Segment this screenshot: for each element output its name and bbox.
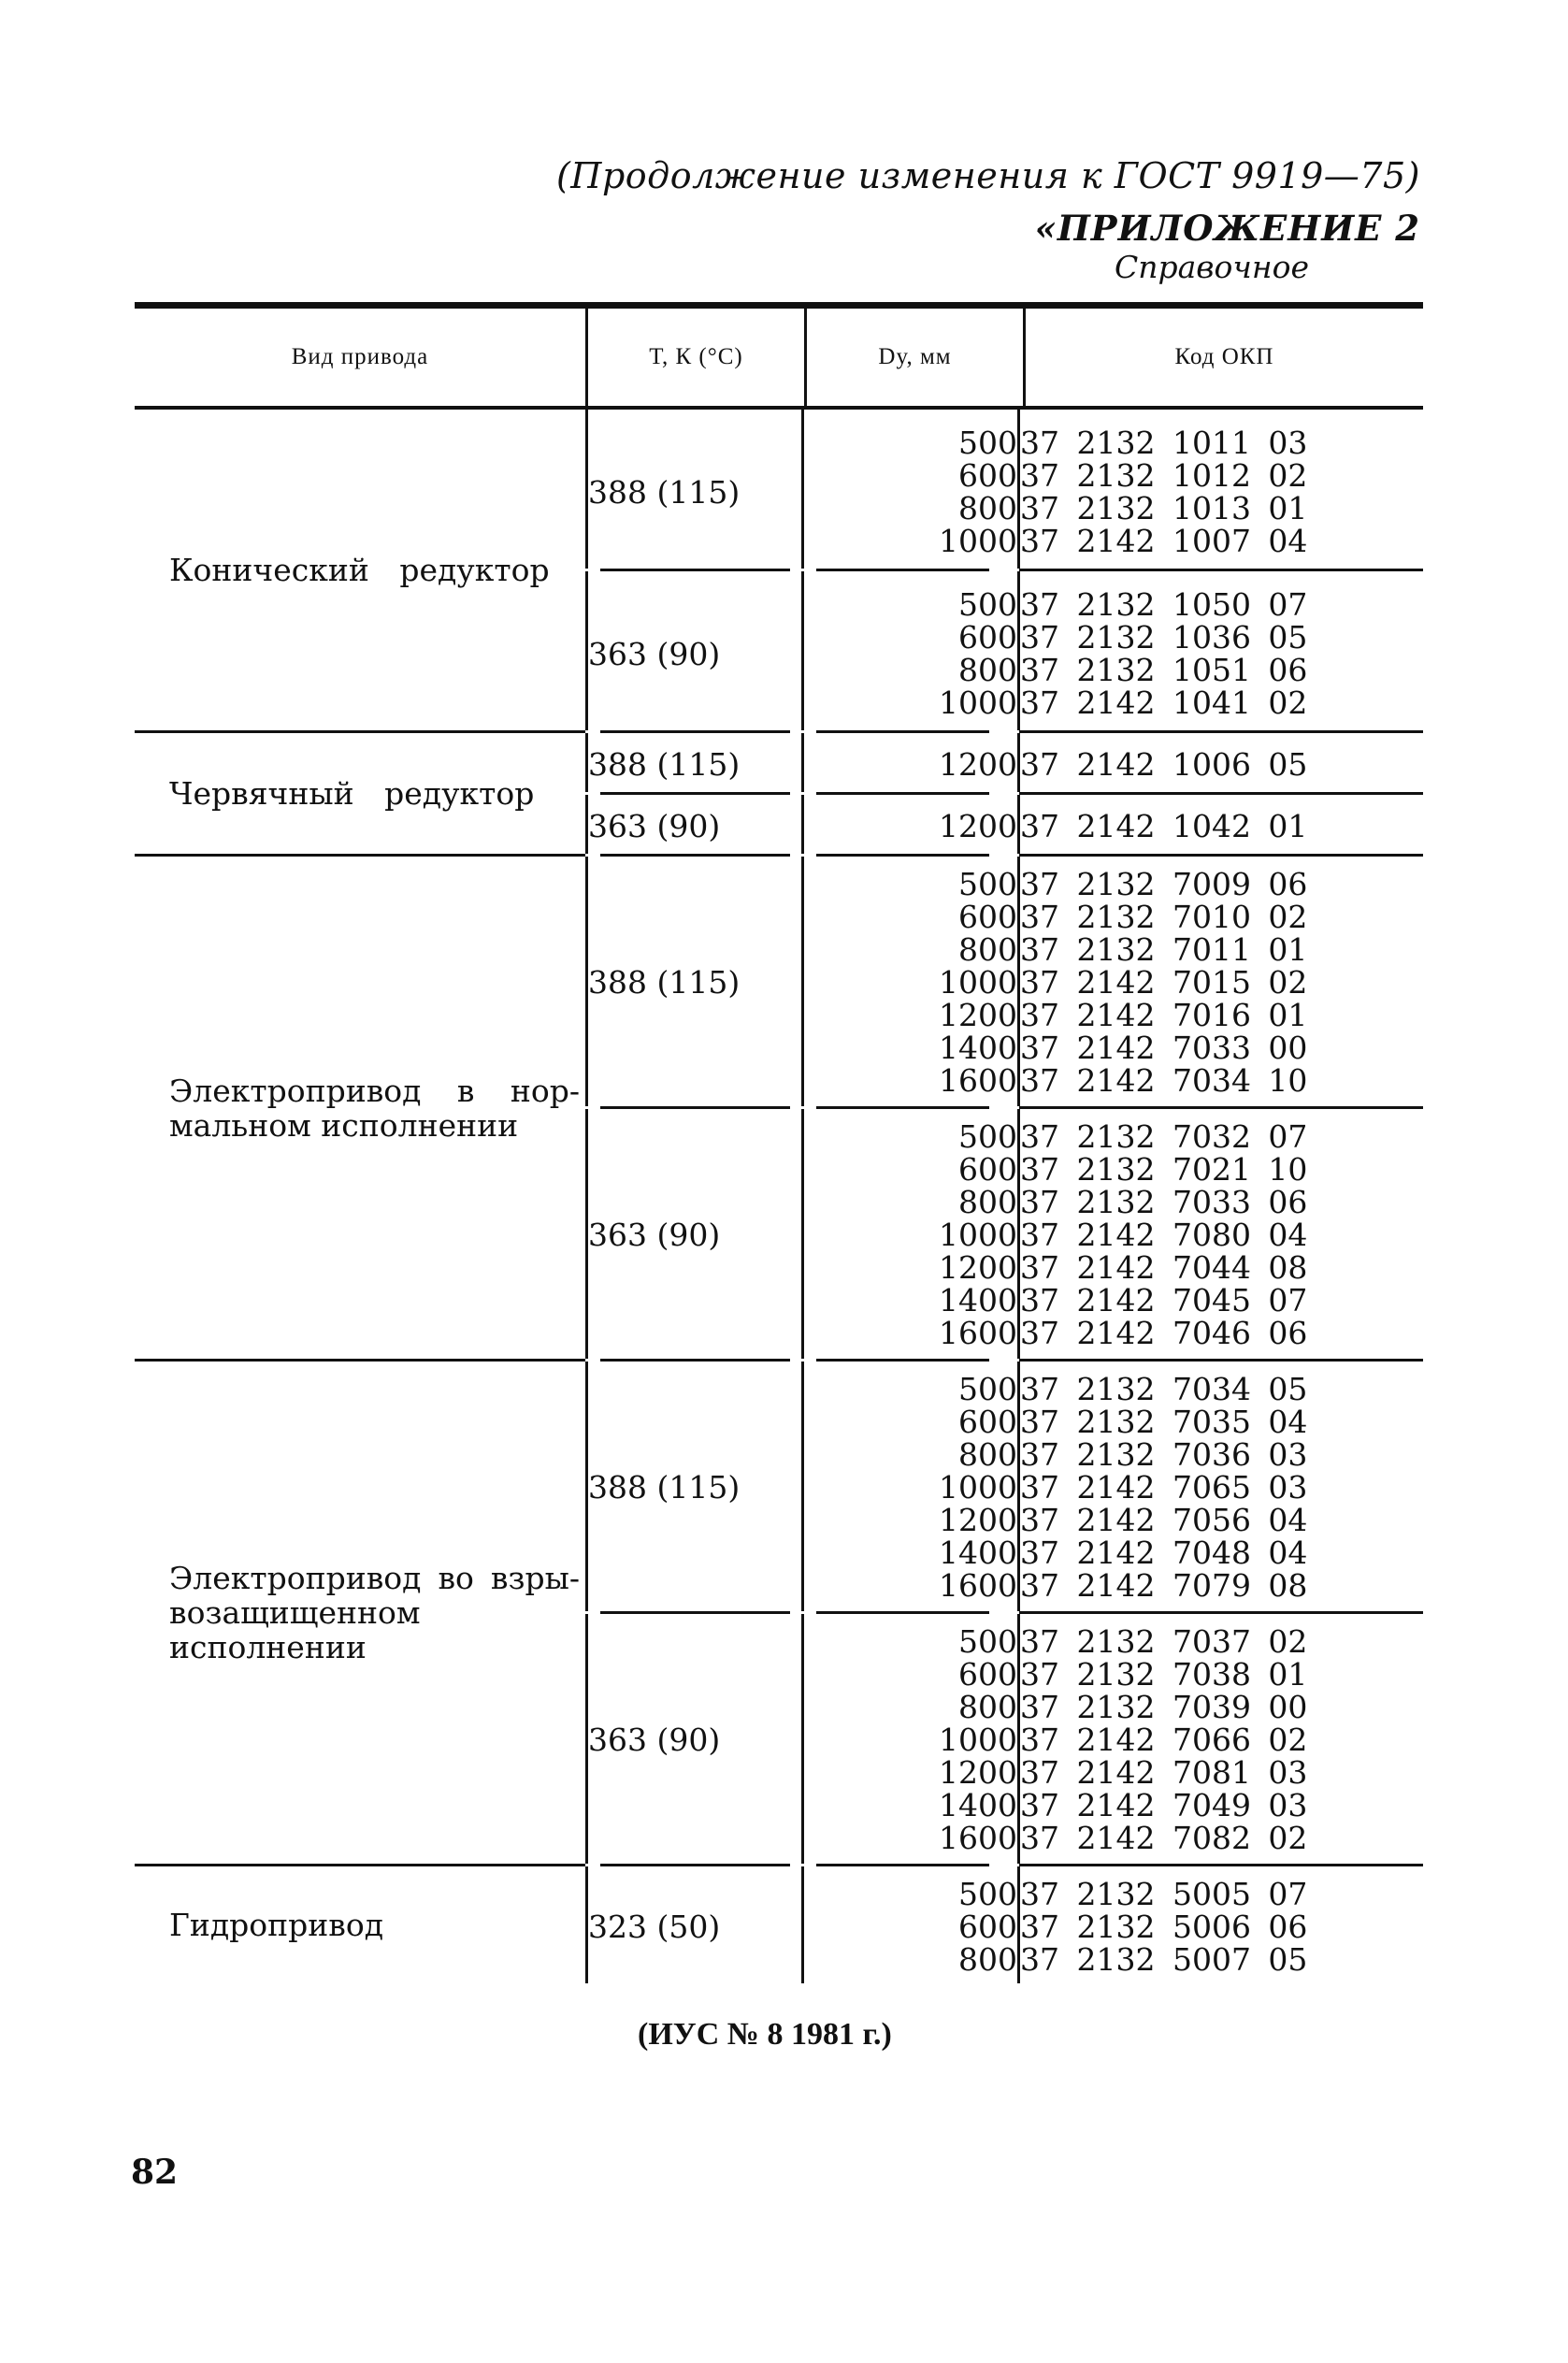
diameter-cell: [801, 1866, 1017, 1983]
diameter-cell: [801, 795, 1017, 854]
table-row: [585, 857, 1423, 1106]
diameter-value: 1600: [939, 1315, 1017, 1351]
diameter-cell: [801, 1614, 1017, 1864]
drive-type-name: [169, 553, 580, 587]
okp-code-value: 37 2142 7080 04: [1020, 1217, 1308, 1253]
temperature-subgroups: [585, 410, 1423, 733]
okp-code-cell: [1017, 795, 1423, 854]
table-row-group: [135, 1362, 1423, 1866]
table-row: [585, 410, 1423, 569]
table-row: [585, 1866, 1423, 1983]
temperature-cell: 363 (90): [585, 571, 801, 730]
okp-code-value: 37 2132 7021 10: [1020, 1151, 1308, 1188]
okp-code-value: 37 2132 1013 01: [1020, 490, 1308, 526]
diameter-value: 1200: [939, 1754, 1017, 1791]
table-row-group: [135, 1866, 1423, 1983]
okp-code-value: 37 2142 7044 08: [1020, 1249, 1308, 1286]
column-header-temperature: Т, К (°С): [585, 309, 804, 406]
okp-code-cell: [1017, 1362, 1423, 1611]
drive-type-cell: [135, 1866, 585, 1983]
diameter-value: 1400: [939, 1030, 1017, 1066]
diameter-value: 600: [958, 899, 1017, 935]
okp-code-value: 37 2142 7048 04: [1020, 1535, 1308, 1571]
okp-code-value: 37 2142 7046 06: [1020, 1315, 1308, 1351]
table-row-group: [135, 857, 1423, 1362]
drive-type-line: Электропривод в нор-: [169, 1072, 580, 1109]
diameter-value: 800: [958, 1436, 1017, 1473]
continuation-note: (Продолжение изменения к ГОСТ 9919—75): [555, 155, 1420, 196]
column-header-drive-type: Вид привода: [291, 344, 429, 369]
okp-code-value: 37 2132 1011 03: [1020, 425, 1308, 461]
table-row: [585, 733, 1423, 792]
table-row-group: [135, 410, 1423, 733]
okp-code-value: 37 2142 7079 08: [1020, 1567, 1308, 1604]
okp-code-value: 37 2132 7033 06: [1020, 1184, 1308, 1220]
okp-code-value: 37 2132 5006 06: [1020, 1909, 1308, 1945]
okp-code-value: 37 2132 7035 04: [1020, 1404, 1308, 1440]
diameter-value: 1000: [939, 1217, 1017, 1253]
temperature-cell: 323 (50): [585, 1866, 801, 1983]
diameter-value: 1200: [939, 746, 1017, 783]
diameter-value: 1600: [939, 1062, 1017, 1099]
drive-type-line: мальном исполнении: [169, 1106, 519, 1144]
diameter-cell: [801, 733, 1017, 792]
diameter-value: 600: [958, 1404, 1017, 1440]
okp-code-cell: [1017, 1866, 1423, 1983]
diameter-value: 1000: [939, 523, 1017, 559]
temperature-subgroups: [585, 1362, 1423, 1866]
drive-type-name: [169, 1908, 580, 1942]
table-row: [585, 1109, 1423, 1359]
diameter-value: 1000: [939, 684, 1017, 721]
okp-code-value: 37 2142 7034 10: [1020, 1062, 1308, 1099]
drive-type-line: возащищенном исполнении: [169, 1594, 421, 1665]
column-header-okp-code: Код ОКП: [1023, 309, 1423, 406]
diameter-value: 1200: [939, 997, 1017, 1033]
drive-type-name: [169, 1073, 580, 1143]
okp-code-value: 37 2142 7065 03: [1020, 1469, 1308, 1506]
diameter-value: 800: [958, 1689, 1017, 1725]
diameter-value: 500: [958, 1371, 1017, 1407]
diameter-value: 1200: [939, 808, 1017, 844]
okp-code-value: 37 2142 7066 02: [1020, 1722, 1308, 1758]
diameter-value: 1000: [939, 1469, 1017, 1506]
okp-code-value: 37 2142 7049 03: [1020, 1787, 1308, 1823]
temperature-cell: 363 (90): [585, 1109, 801, 1359]
drive-type-line: Червячный редуктор: [169, 775, 535, 812]
okp-code-cell: [1017, 733, 1423, 792]
table-row-group: [135, 733, 1423, 857]
okp-code-value: 37 2132 7034 05: [1020, 1371, 1308, 1407]
diameter-value: 600: [958, 1909, 1017, 1945]
diameter-value: 600: [958, 1151, 1017, 1188]
okp-code-cell: [1017, 410, 1423, 569]
diameter-value: 600: [958, 619, 1017, 656]
okp-code-value: 37 2142 1042 01: [1020, 808, 1308, 844]
temperature-subgroups: [585, 1866, 1423, 1983]
table-row: [585, 795, 1423, 854]
okp-code-value: 37 2132 7036 03: [1020, 1436, 1308, 1473]
footer-note: (ИУС № 8 1981 г.): [638, 2017, 892, 2052]
okp-code-value: 37 2142 1007 04: [1020, 523, 1308, 559]
okp-code-value: 37 2142 7033 00: [1020, 1030, 1308, 1066]
diameter-value: 1000: [939, 1722, 1017, 1758]
diameter-value: 500: [958, 866, 1017, 902]
diameter-value: 800: [958, 652, 1017, 688]
diameter-value: 500: [958, 1118, 1017, 1155]
okp-code-value: 37 2132 7011 01: [1020, 931, 1308, 968]
table-header: [135, 309, 1423, 410]
temperature-cell: 363 (90): [585, 795, 801, 854]
top-rule: [135, 302, 1423, 309]
diameter-value: 500: [958, 1876, 1017, 1912]
appendix-subtitle: Справочное: [1115, 249, 1310, 285]
temperature-cell: 363 (90): [585, 1614, 801, 1864]
temperature-subgroups: [585, 857, 1423, 1362]
okp-code-value: 37 2132 7039 00: [1020, 1689, 1308, 1725]
okp-code-value: 37 2132 1051 06: [1020, 652, 1308, 688]
temperature-cell: 388 (115): [585, 410, 801, 569]
diameter-value: 1200: [939, 1249, 1017, 1286]
temperature-cell: 388 (115): [585, 733, 801, 792]
temperature-cell: 388 (115): [585, 1362, 801, 1611]
okp-code-value: 37 2142 7045 07: [1020, 1282, 1308, 1318]
drive-type-cell: [135, 857, 585, 1362]
okp-code-value: 37 2132 7010 02: [1020, 899, 1308, 935]
diameter-cell: [801, 571, 1017, 730]
page-number: 82: [131, 2153, 179, 2192]
diameter-cell: [801, 1362, 1017, 1611]
drive-type-line: Гидропривод: [169, 1907, 384, 1943]
okp-code-cell: [1017, 571, 1423, 730]
okp-code-value: 37 2142 7082 02: [1020, 1820, 1308, 1856]
okp-code-value: 37 2142 7056 04: [1020, 1502, 1308, 1538]
table-body: [135, 410, 1423, 1983]
drive-type-line: Конический редуктор: [169, 552, 550, 588]
okp-code-value: 37 2132 5005 07: [1020, 1876, 1308, 1912]
okp-code-value: 37 2132 1012 02: [1020, 457, 1308, 494]
okp-code-cell: [1017, 1614, 1423, 1864]
column-header-nominal-diameter: Dу, мм: [804, 309, 1023, 406]
drive-type-cell: [135, 410, 585, 733]
okp-code-value: 37 2142 7016 01: [1020, 997, 1308, 1033]
diameter-value: 600: [958, 1656, 1017, 1693]
diameter-value: 500: [958, 425, 1017, 461]
table-row: [585, 571, 1423, 730]
okp-code-value: 37 2142 1041 02: [1020, 684, 1308, 721]
diameter-cell: [801, 857, 1017, 1106]
temperature-cell: 388 (115): [585, 857, 801, 1106]
drive-type-cell: [135, 1362, 585, 1866]
okp-code-value: 37 2132 1036 05: [1020, 619, 1308, 656]
diameter-value: 1600: [939, 1820, 1017, 1856]
diameter-value: 500: [958, 1623, 1017, 1660]
okp-code-cell: [1017, 1109, 1423, 1359]
temperature-subgroups: [585, 733, 1423, 857]
appendix-title: «ПРИЛОЖЕНИЕ 2: [1034, 208, 1420, 249]
diameter-value: 500: [958, 586, 1017, 623]
diameter-value: 1000: [939, 964, 1017, 1001]
drive-type-name: [169, 1561, 580, 1664]
diameter-value: 1400: [939, 1535, 1017, 1571]
okp-code-value: 37 2132 7032 07: [1020, 1118, 1308, 1155]
drive-type-line: Электропривод во взры-: [169, 1560, 580, 1596]
diameter-value: 600: [958, 457, 1017, 494]
okp-code-value: 37 2132 7038 01: [1020, 1656, 1308, 1693]
diameter-cell: [801, 1109, 1017, 1359]
okp-code-value: 37 2132 1050 07: [1020, 586, 1308, 623]
okp-code-value: 37 2142 1006 05: [1020, 746, 1308, 783]
okp-code-value: 37 2142 7015 02: [1020, 964, 1308, 1001]
diameter-cell: [801, 410, 1017, 569]
okp-code-value: 37 2132 7037 02: [1020, 1623, 1308, 1660]
diameter-value: 1400: [939, 1787, 1017, 1823]
okp-code-cell: [1017, 857, 1423, 1106]
okp-code-value: 37 2132 7009 06: [1020, 866, 1308, 902]
okp-code-value: 37 2142 7081 03: [1020, 1754, 1308, 1791]
diameter-value: 800: [958, 490, 1017, 526]
drive-type-name: [169, 776, 580, 811]
drive-type-cell: [135, 733, 585, 857]
table-row: [585, 1362, 1423, 1611]
diameter-value: 800: [958, 1941, 1017, 1978]
diameter-value: 1400: [939, 1282, 1017, 1318]
diameter-value: 1600: [939, 1567, 1017, 1604]
table-row: [585, 1614, 1423, 1864]
okp-code-value: 37 2132 5007 05: [1020, 1941, 1308, 1978]
diameter-value: 800: [958, 931, 1017, 968]
diameter-value: 800: [958, 1184, 1017, 1220]
diameter-value: 1200: [939, 1502, 1017, 1538]
okp-code-table: [135, 302, 1423, 1983]
